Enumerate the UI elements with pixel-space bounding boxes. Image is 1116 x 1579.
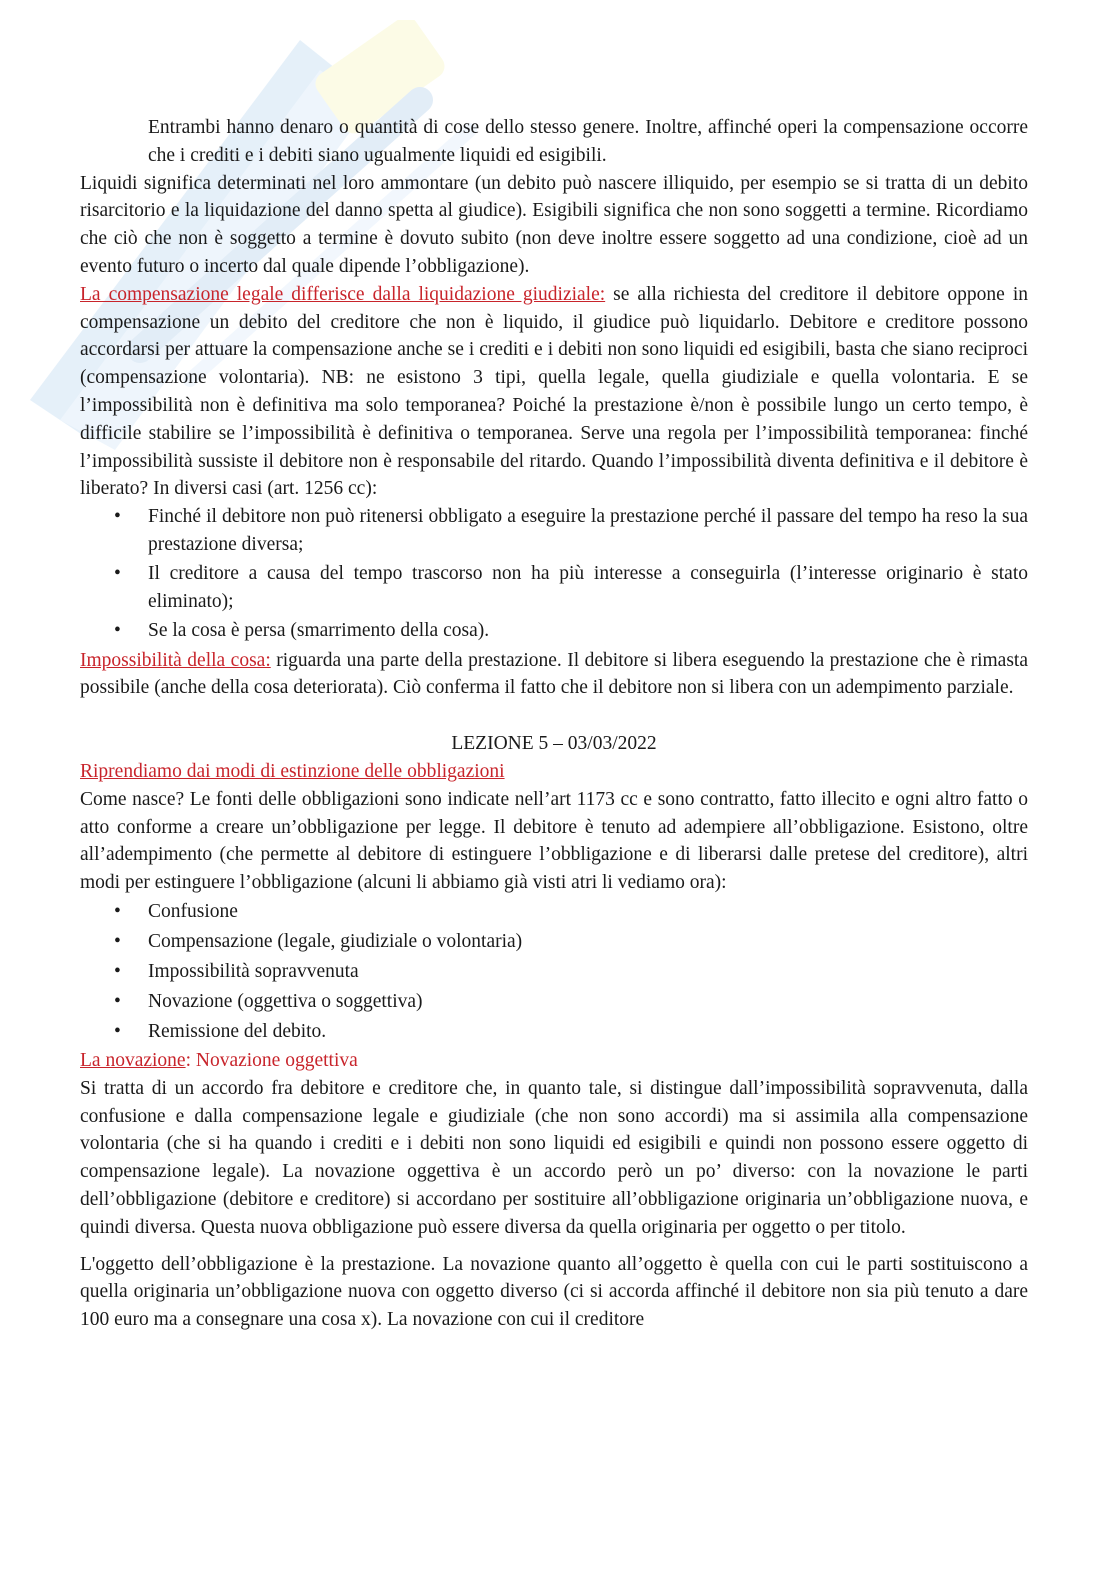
paragraph-sources-of-obligations: Come nasce? Le fonti delle obbligazioni sono indicate nell’art 1173 cc e sono contratto, fatto illecito e ogni altro fatto o atto conforme a creare un’obbligazione per legge. Il debitore è tenuto ad adempiere all’obbligazione. Esistono, oltre all’adempimento (che permette al debitore di estinguere l’obbligazione e di liberarsi dalle pretese del creditore), altri modi per estinguere l’obbligazione (alcuni li abbiamo già visti atri li vediamo ora): bbox=[80, 788, 1028, 894]
bullet-icon: • bbox=[114, 506, 121, 528]
list-item bbox=[80, 560, 1028, 616]
list-item bbox=[80, 1017, 1028, 1047]
list-item-text: Se la cosa è persa (smarrimento della cosa). bbox=[148, 620, 490, 642]
paragraph-compensation-conditions: Entrambi hanno denaro o quantità di cose dello stesso genere. Inoltre, affinché operi la compensazione occorre che i crediti e i debiti siano ugualmente liquidi ed esigibili. bbox=[148, 117, 1028, 166]
list-item-text: Compensazione (legale, giudiziale o volontaria) bbox=[148, 931, 523, 953]
inline-heading-legal-compensation: La compensazione legale differisce dalla liquidazione giudiziale: bbox=[80, 283, 606, 305]
document-page bbox=[80, 114, 1028, 1334]
list-item bbox=[80, 927, 1028, 957]
bullet-icon: • bbox=[114, 961, 121, 983]
list-item bbox=[80, 957, 1028, 987]
section-subheading-text: : Novazione oggettiva bbox=[185, 1050, 358, 1072]
bullet-icon: • bbox=[114, 931, 121, 953]
section-heading-extinction bbox=[80, 758, 1028, 786]
paragraph-novation-object: L'oggetto dell’obbligazione è la prestazione. La novazione quanto all’oggetto è quella con cui le parti sostituiscono a quella originaria un’obbligazione nuova con oggetto diverso (ci si accorda affinché il debitore non sia più tenuto a dare 100 euro ma a consegnare una cosa x). La novazione con cui il creditore bbox=[80, 1253, 1028, 1331]
paragraph-impossibility-of-thing bbox=[80, 647, 1028, 703]
bullet-icon: • bbox=[114, 620, 121, 642]
list-item-text: Finché il debitore non può ritenersi obbligato a eseguire la prestazione perché il passare del tempo ha reso la sua prestazione diversa; bbox=[148, 506, 1028, 555]
paragraph-novation-definition: Si tratta di un accordo fra debitore e creditore che, in quanto tale, si distingue dall’impossibilità sopravvenuta, dalla confusione e dalla compensazione legale e giudiziale (che non sono accordi) ma si assimila alla compensazione volontaria (che si ha quando i crediti e i debiti non sono liquidi ed esigibili e quindi non possono essere oggetto di compensazione legale). La novazione oggettiva è un accordo però un po’ diverso: con la novazione le parti dell’obbligazione (debitore e creditore) si accordano per sostituire all’obbligazione originaria un’obbligazione nuova, e quindi diversa. Questa nuova obbligazione può essere diversa da quella originaria per oggetto o per titolo. bbox=[80, 1077, 1028, 1238]
extinction-modes-list bbox=[80, 897, 1028, 1047]
section-heading-text: Riprendiamo dai modi di estinzione delle obbligazioni bbox=[80, 761, 505, 783]
bullet-icon: • bbox=[114, 563, 121, 585]
list-item-text: Confusione bbox=[148, 901, 238, 923]
list-item-text: Remissione del debito. bbox=[148, 1021, 327, 1043]
bullet-icon: • bbox=[114, 901, 121, 923]
paragraph-text: riguarda una parte della prestazione. Il debitore si libera eseguendo la prestazione che è rimasta possibile (anche della cosa deteriorata). Ciò conferma il fatto che il debitore non si libera con un adempimento parziale. bbox=[80, 649, 1028, 699]
section-heading-text: La novazione bbox=[80, 1050, 186, 1072]
list-item-text: Il creditore a causa del tempo trascorso non ha più interesse a conseguirla (l’interesse originario è stato eliminato); bbox=[148, 563, 1028, 613]
list-item-text: Impossibilità sopravvenuta bbox=[148, 961, 359, 983]
lesson-title: LEZIONE 5 – 03/03/2022 bbox=[451, 733, 657, 755]
bullet-icon: • bbox=[114, 991, 121, 1013]
list-item bbox=[80, 503, 1028, 559]
impossibility-cases-list bbox=[80, 503, 1028, 645]
list-item bbox=[80, 617, 1028, 645]
paragraph-liquid-enforceable: Liquidi significa determinati nel loro ammontare (un debito può nascere illiquido, per esempio se si tratta di un debito risarcitorio e la liquidazione del danno spetta al giudice). Esigibili significa che non sono soggetti a termine. Ricordiamo che ciò che non è soggetto a termine è dovuto subito (non deve inoltre essere soggetto ad una condizione, cioè ad un evento futuro o incerto dal quale dipende l’obbligazione). bbox=[80, 172, 1028, 277]
bullet-icon: • bbox=[114, 1021, 121, 1043]
paragraph-text: se alla richiesta del creditore il debitore oppone in compensazione un debito del creditore che non è liquido, il giudice può liquidarlo. Debitore e creditore possono accordarsi per attuare la compensazione anche se i crediti e i debiti non sono liquidi ed esigibili, basta che siano reciproci (compensazione volontaria). NB: ne esistono 3 tipi, quella legale, quella giudiziale e quella volontaria. E se l’impossibilità non è definitiva ma solo temporanea? Poiché la prestazione è/non è possibile lungo un certo tempo, è difficile stabilire se l’impossibilità è definitiva o temporanea. Serve una regola per l’impossibilità temporanea: finché l’impossibilità sussiste il debitore non è responsabile del ritardo. Quando l’impossibilità diventa definitiva e il debitore è liberato? In diversi casi (art. 1256 cc): bbox=[80, 283, 1029, 500]
section-heading-novation bbox=[80, 1047, 1028, 1075]
list-item bbox=[80, 897, 1028, 927]
inline-heading-impossibility: Impossibilità della cosa: bbox=[80, 649, 271, 671]
list-item-text: Novazione (oggettiva o soggettiva) bbox=[148, 991, 423, 1013]
list-item bbox=[80, 987, 1028, 1017]
paragraph-legal-vs-judicial bbox=[80, 281, 1028, 503]
